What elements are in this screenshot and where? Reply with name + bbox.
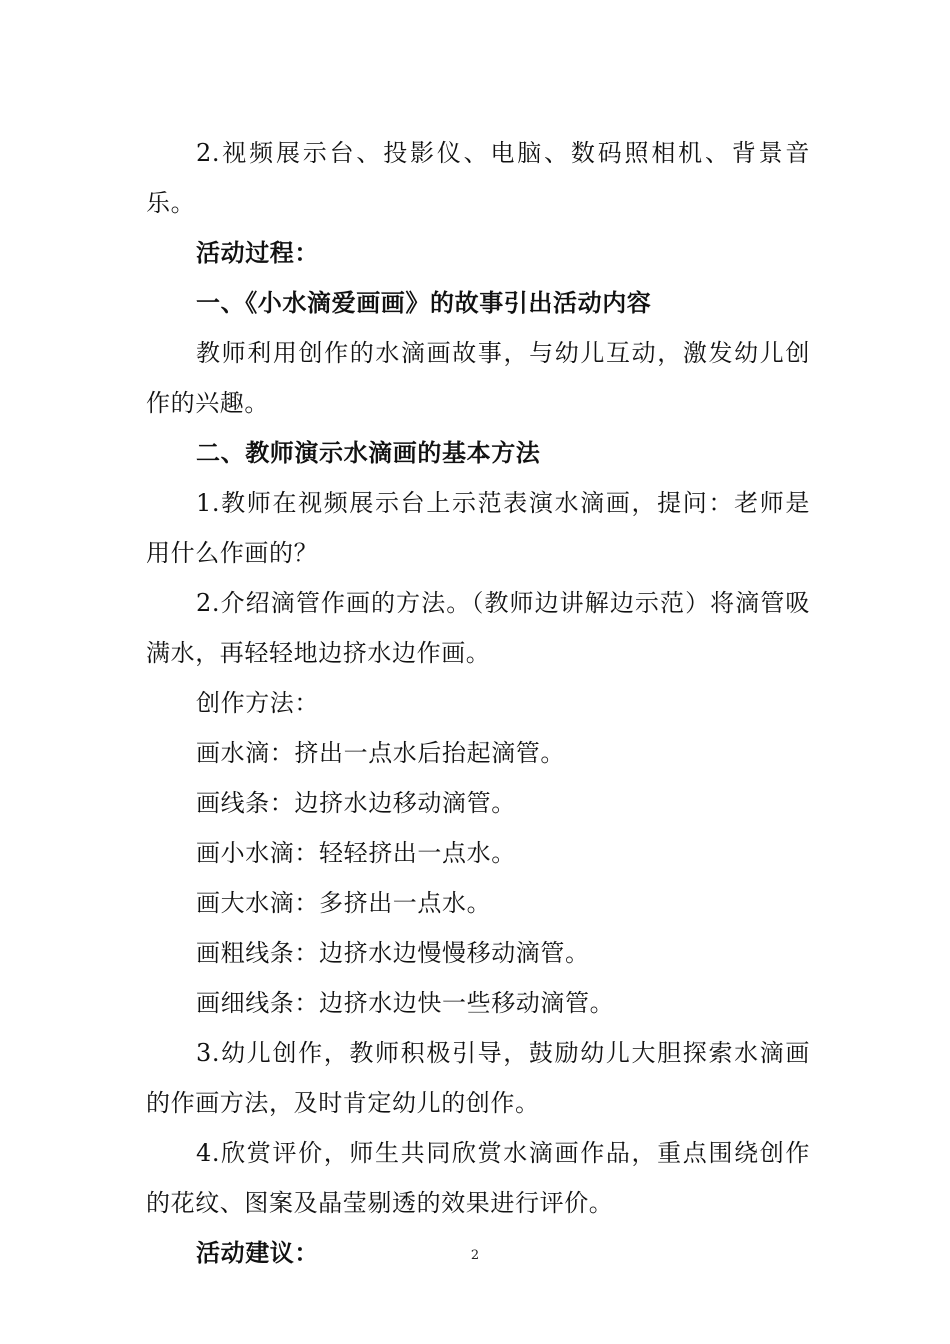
- paragraph-method-drop: 画水滴：挤出一点水后抬起滴管。: [196, 739, 565, 767]
- paragraph-step-3: 3.幼儿创作，教师积极引导，鼓励幼儿大胆探索水滴画的作画方法，及时肯定幼儿的创作。: [146, 1039, 810, 1117]
- paragraph-method-big-drop: 画大水滴：多挤出一点水。: [196, 889, 492, 917]
- paragraph-story-intro: 教师利用创作的水滴画故事，与幼儿互动，激发幼儿创作的兴趣。: [146, 339, 810, 417]
- paragraph-equipment: 2.视频展示台、投影仪、电脑、数码照相机、背景音乐。: [146, 139, 810, 217]
- page-number: 2: [470, 1248, 480, 1263]
- paragraph-method-line: 画线条：边挤水边移动滴管。: [196, 789, 516, 817]
- document-body: [146, 128, 810, 1278]
- paragraph-step-4: 4.欣赏评价，师生共同欣赏水滴画作品，重点围绕创作的花纹、图案及晶莹剔透的效果进行评价。: [146, 1139, 810, 1217]
- paragraph-method-small-drop: 画小水滴：轻轻挤出一点水。: [196, 839, 516, 867]
- paragraph-step-1: 1.教师在视频展示台上示范表演水滴画，提问：老师是用什么作画的？: [146, 489, 810, 567]
- heading-activity-suggestions: 活动建议：: [196, 1238, 319, 1267]
- paragraph-step-2: 2.介绍滴管作画的方法。（教师边讲解边示范）将滴管吸满水，再轻轻地边挤水边作画。: [146, 589, 810, 667]
- paragraph-method-thin-line: 画细线条：边挤水边快一些移动滴管。: [196, 989, 615, 1017]
- heading-section-one: 一、《小水滴爱画画》的故事引出活动内容: [196, 288, 652, 317]
- heading-activity-process: 活动过程：: [196, 238, 319, 267]
- heading-section-two: 二、教师演示水滴画的基本方法: [196, 438, 541, 467]
- paragraph-methods-label: 创作方法：: [196, 689, 319, 717]
- paragraph-method-thick-line: 画粗线条：边挤水边慢慢移动滴管。: [196, 939, 590, 967]
